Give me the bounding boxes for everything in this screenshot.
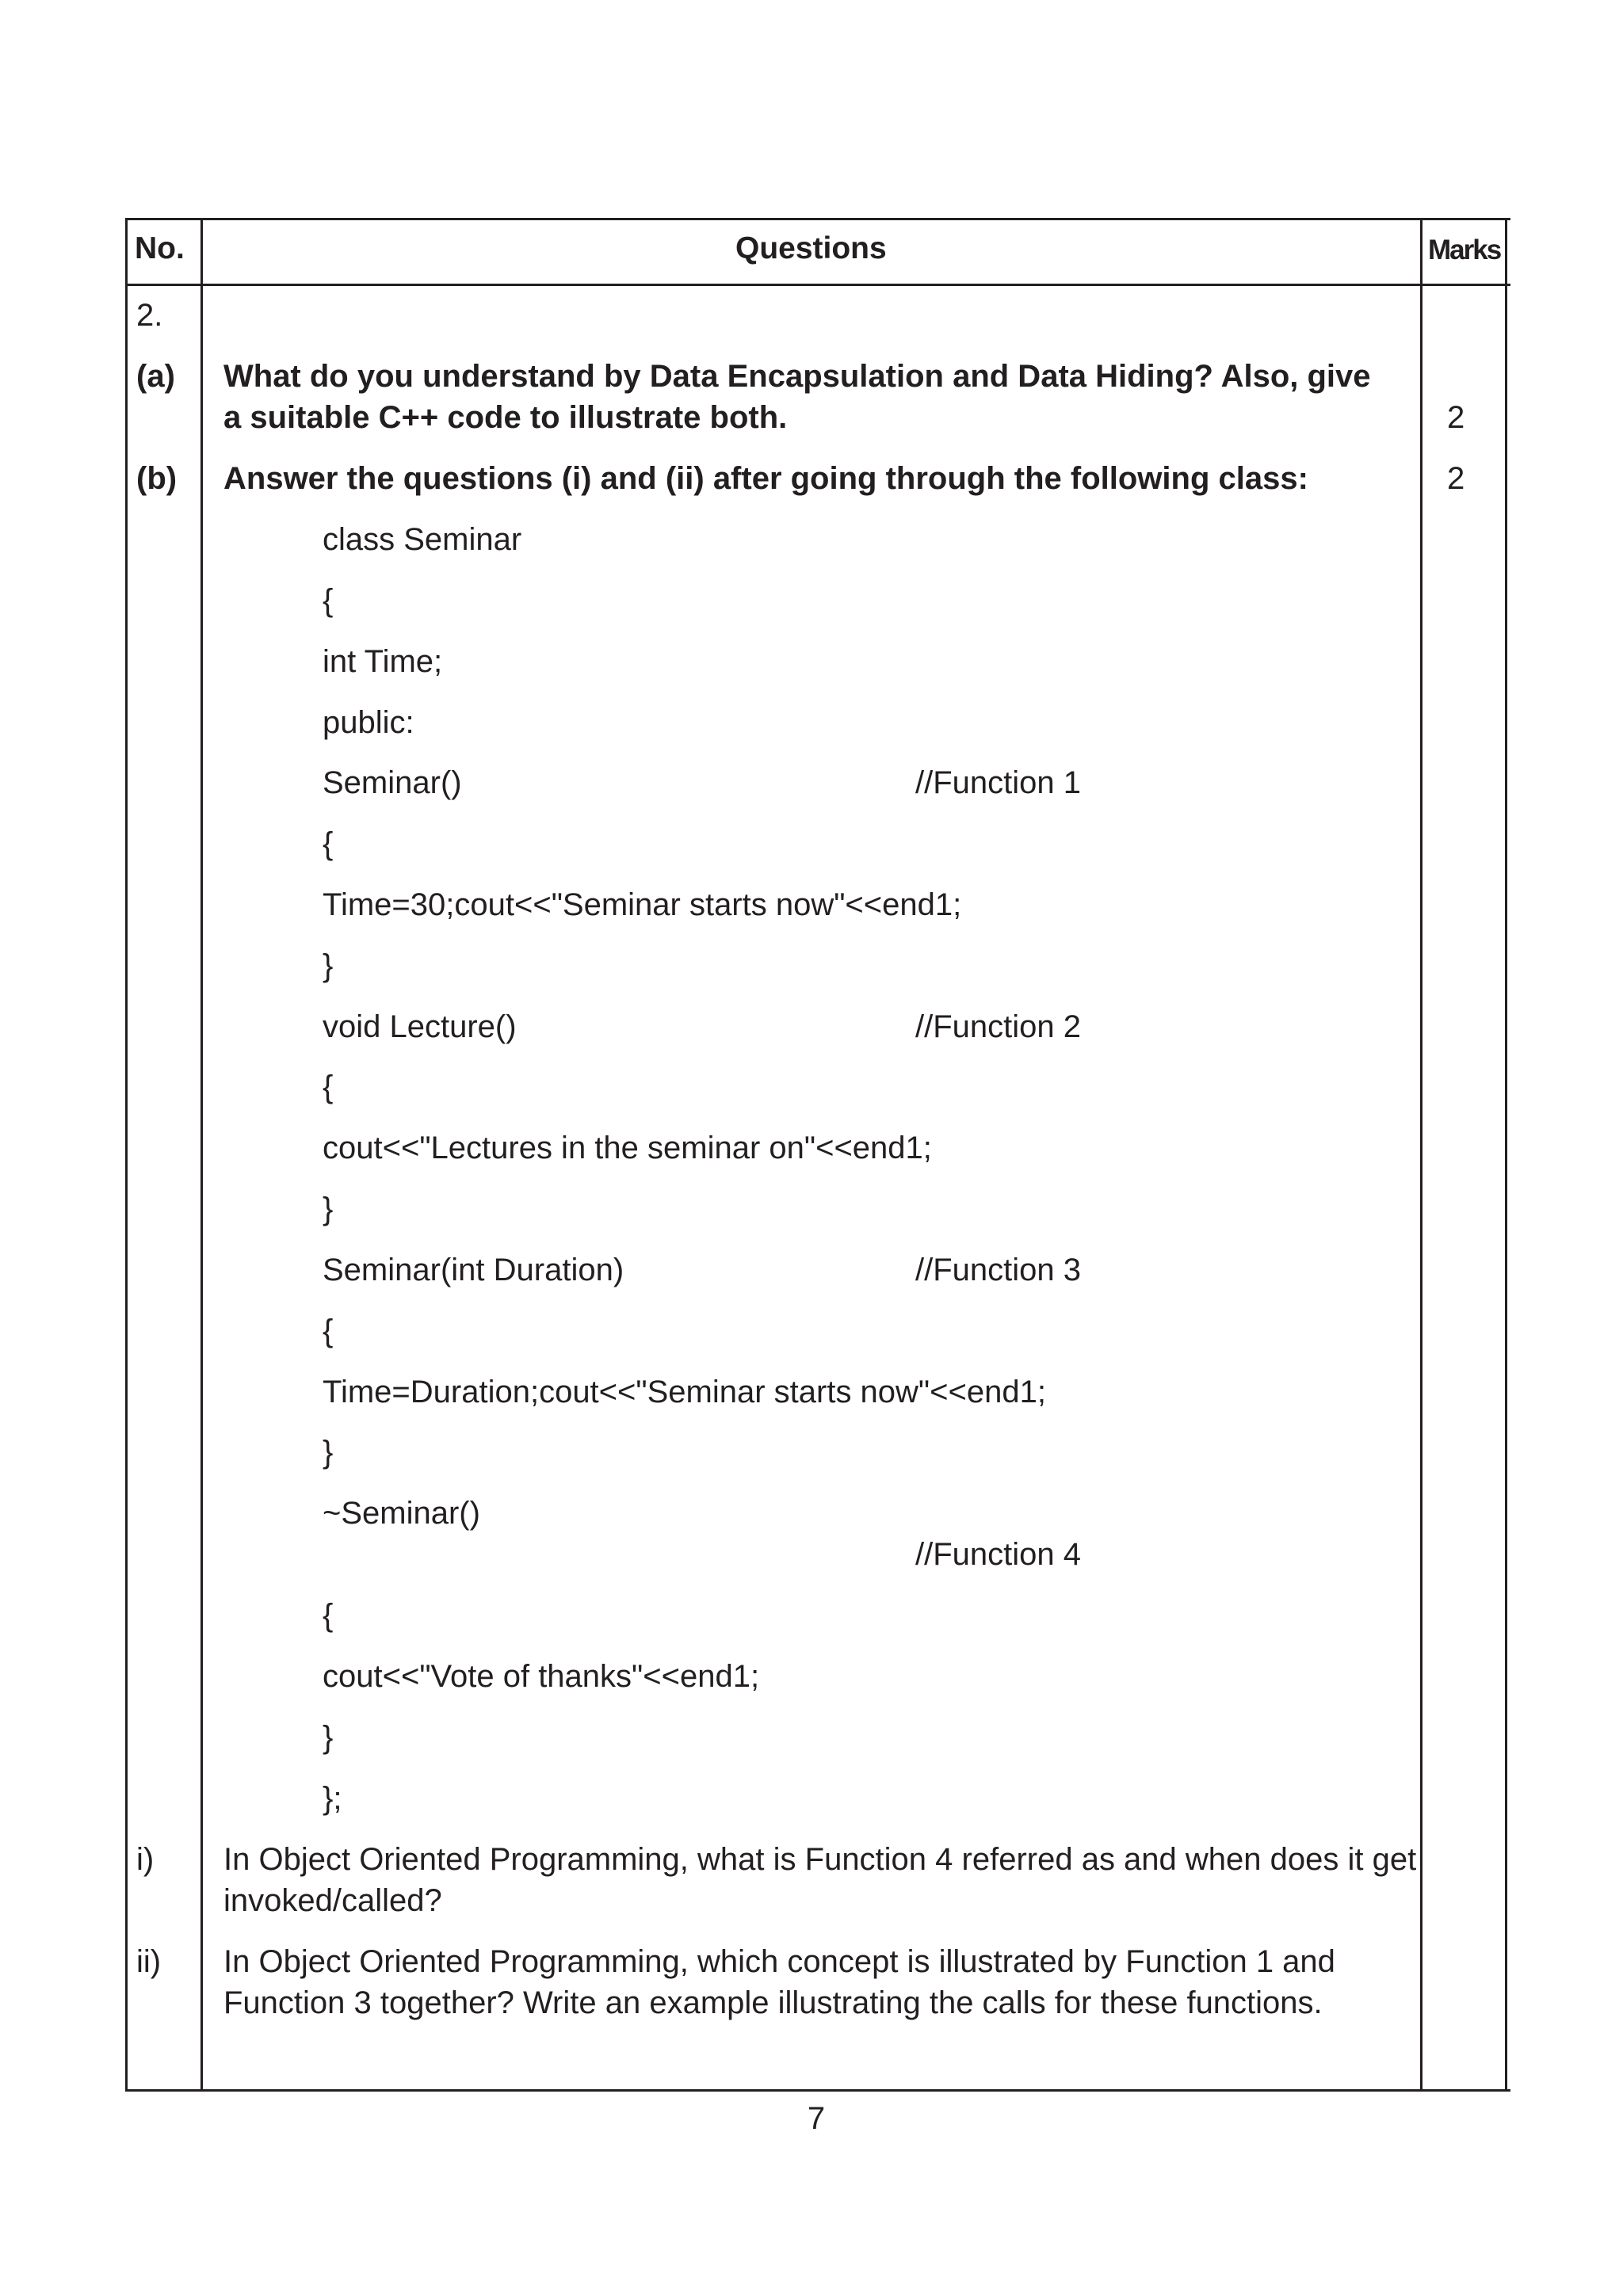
code-line: { (323, 1598, 334, 1633)
code-line: int Time; (323, 644, 443, 679)
code-line: Seminar() (323, 765, 462, 800)
part-b-marks: 2 (1447, 461, 1465, 496)
code-line: class Seminar (323, 522, 522, 557)
sub-question-ii-line2: Function 3 together? Write an example illustrating the calls for these functions. (223, 1985, 1323, 2020)
sub-question-i-label: i) (136, 1842, 155, 1877)
part-a-label: (a) (136, 359, 175, 394)
code-line: public: (323, 705, 414, 740)
table-right-border (1505, 218, 1507, 2092)
sub-question-i-line2: invoked/called? (223, 1883, 442, 1918)
page-number: 7 (807, 2101, 826, 2136)
part-a-text-line2: a suitable C++ code to illustrate both. (223, 400, 788, 435)
code-comment: //Function 2 (915, 1009, 1082, 1044)
code-line: }; (323, 1781, 342, 1816)
code-line: ~Seminar() (323, 1496, 480, 1531)
code-line: { (323, 826, 334, 861)
code-line: cout<<"Vote of thanks"<<end1; (323, 1659, 760, 1694)
code-comment: //Function 4 (915, 1537, 1082, 1572)
table-header-divider (125, 284, 1510, 286)
code-line: Time=30;cout<<"Seminar starts now"<<end1; (323, 887, 962, 922)
code-line: } (323, 1720, 334, 1755)
sub-question-ii-line1: In Object Oriented Programming, which concept is illustrated by Function 1 and (223, 1944, 1335, 1979)
header-marks: Marks (1428, 235, 1501, 265)
code-comment: //Function 3 (915, 1253, 1082, 1287)
code-line: Time=Duration;cout<<"Seminar starts now"<<end1; (323, 1375, 1046, 1409)
header-no: No. (135, 231, 185, 265)
part-b-text: Answer the questions (i) and (ii) after going through the following class: (223, 461, 1308, 496)
code-line: } (323, 948, 334, 983)
code-line: { (323, 1070, 334, 1104)
code-comment: //Function 1 (915, 765, 1082, 800)
code-line: cout<<"Lectures in the seminar on"<<end1; (323, 1131, 932, 1165)
code-line: Seminar(int Duration) (323, 1253, 624, 1287)
code-line: } (323, 1192, 334, 1226)
part-a-text-line1: What do you understand by Data Encapsulation and Data Hiding? Also, give (223, 359, 1371, 394)
code-line: { (323, 1314, 334, 1348)
code-line: void Lecture() (323, 1009, 517, 1044)
sub-question-i-line1: In Object Oriented Programming, what is Function 4 referred as and when does it get (223, 1842, 1417, 1877)
table-top-border (125, 218, 1510, 220)
code-line: } (323, 1435, 334, 1470)
part-a-marks: 2 (1447, 400, 1465, 435)
no-column-divider (200, 218, 203, 2092)
header-questions: Questions (735, 231, 887, 265)
code-line: { (323, 583, 334, 618)
table-left-border (125, 218, 128, 2092)
question-number: 2. (136, 298, 163, 333)
marks-column-divider (1420, 218, 1423, 2092)
part-b-label: (b) (136, 461, 178, 496)
sub-question-ii-label: ii) (136, 1944, 162, 1979)
table-bottom-border (125, 2089, 1510, 2092)
